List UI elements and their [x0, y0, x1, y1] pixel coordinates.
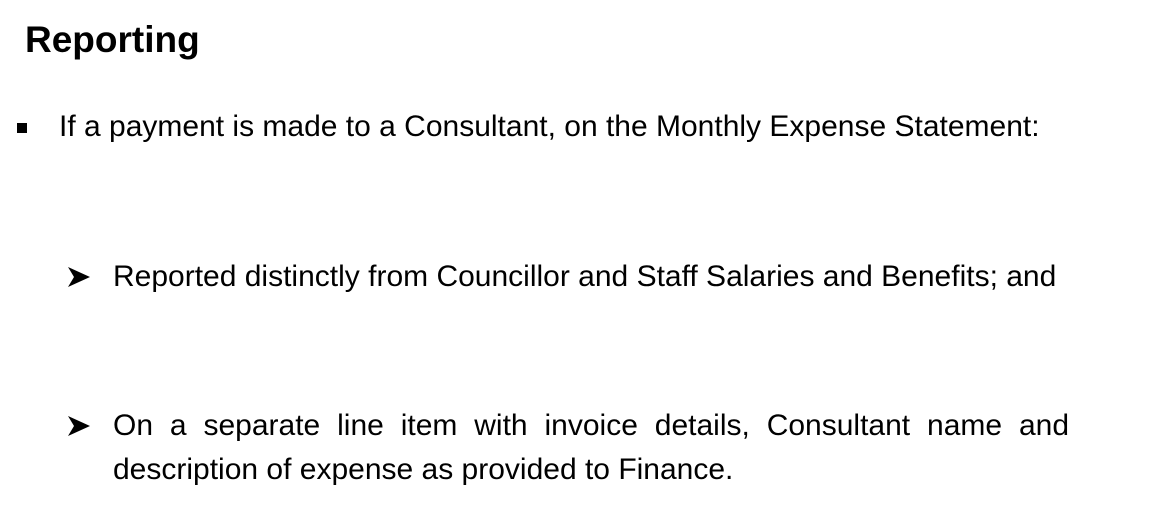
arrow-bullet-icon	[67, 255, 93, 299]
sub-bullet-text: On a separate line item with invoice details, Consultant name and description of expense as provided to Finance.	[113, 409, 1069, 486]
main-bullet-text: If a payment is made to a Consultant, on the Monthly Expense Statement:	[59, 110, 1040, 143]
sub-bullet-text: Reported distinctly from Councillor and Staff Salaries and Benefits; and	[113, 260, 1057, 293]
square-bullet-icon	[17, 123, 27, 133]
sub-bullet-2	[67, 404, 1069, 492]
sub-bullet-1	[67, 255, 1069, 299]
main-bullet	[17, 105, 1069, 149]
slide-title: Reporting	[25, 19, 200, 60]
arrow-bullet-icon	[67, 404, 93, 448]
